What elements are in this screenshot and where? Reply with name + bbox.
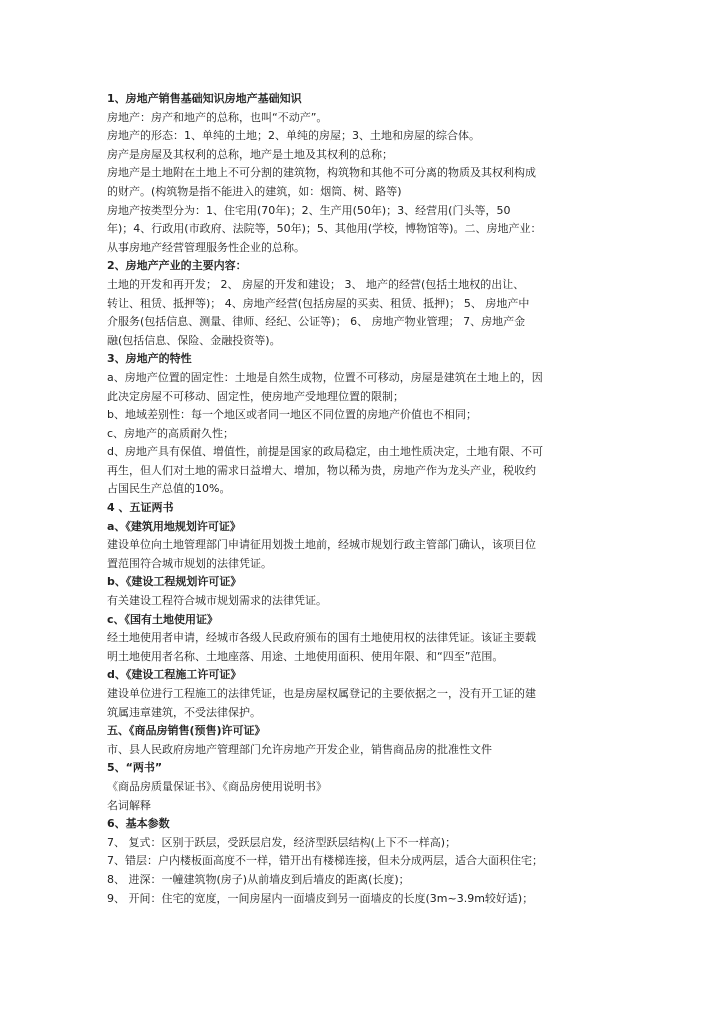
text-line: 再生，但人们对土地的需求日益增大、增加，物以稀为贵，房地产作为龙头产业，税收约 bbox=[107, 463, 536, 477]
text-line: 融(包括信息、保险、金融投资等)。 bbox=[107, 333, 281, 347]
text-line: 7、 复式：区别于跃层，受跃层启发，经济型跃层结构(上下不一样高)； bbox=[107, 835, 457, 849]
text-line: 房地产是土地附在土地上不可分割的建筑物，构筑物和其他不可分离的物质及其权利构成 bbox=[107, 166, 536, 180]
text-line: 的财产。(构筑物是指不能进入的建筑，如：烟筒、树、路等) bbox=[107, 184, 402, 198]
text-line: 从事房地产经营管理服务性企业的总称。 bbox=[107, 240, 305, 254]
section-heading: 2、房地产产业的主要内容： bbox=[107, 259, 247, 273]
text-line: 市、县人民政府房地产管理部门允许房地产开发企业，销售商品房的批准性文件 bbox=[107, 742, 492, 756]
text-line: 8、 进深：一幢建筑物(房子)从前墙皮到后墙皮的距离(长度)； bbox=[107, 872, 410, 886]
section-heading: 6、基本参数 bbox=[107, 817, 170, 831]
text-line: 名词解释 bbox=[107, 798, 151, 812]
section-heading: 3、房地产的特性 bbox=[107, 352, 192, 366]
text-line: 年)；4、行政用(市政府、法院等，50年)；5、其他用(学校，博物馆等)。二、房地产业： bbox=[107, 222, 542, 236]
text-line: 建设单位进行工程施工的法律凭证，也是房屋权属登记的主要依据之一，没有开工证的建 bbox=[107, 687, 536, 700]
text-line: 房地产的形态：1、单纯的土地；2、单纯的房屋；3、土地和房屋的综合体。 bbox=[107, 129, 480, 143]
text-line: 置范围符合城市规划的法律凭证。 bbox=[107, 556, 272, 570]
text-line: 介服务(包括信息、测量、律师、经纪、公证等)； 6、 房地产物业管理； 7、房地产金 bbox=[107, 315, 526, 329]
text-line: 《商品房质量保证书》、《商品房使用说明书》 bbox=[107, 779, 327, 793]
section-heading: b、《建设工程规划许可证》 bbox=[107, 575, 242, 589]
text-line: 占国民生产总值的10%。 bbox=[107, 482, 231, 496]
section-heading: 1、房地产销售基础知识房地产基础知识 bbox=[107, 92, 302, 105]
text-line: 土地的开发和再开发； 2、 房屋的开发和建设； 3、 地产的经营(包括土地权的出让、 bbox=[107, 277, 525, 291]
section-heading: 5、“两书” bbox=[107, 761, 163, 775]
section-heading: a、《建筑用地规划许可证》 bbox=[107, 519, 241, 533]
document-body bbox=[107, 90, 627, 908]
text-line: 明土地使用者名称、土地座落、用途、土地使用面积、使用年限、和“四至”范围。 bbox=[107, 649, 504, 663]
section-heading: 4 、五证两书 bbox=[107, 501, 174, 515]
text-line: 建设单位向土地管理部门申请征用划拨土地前，经城市规划行政主管部门确认，该项目位 bbox=[107, 538, 536, 552]
text-line: 筑属违章建筑，不受法律保护。 bbox=[107, 705, 261, 719]
text-line: c、房地产的高质耐久性； bbox=[107, 426, 235, 440]
text-line: b、地域差别性：每一个地区或者同一地区不同位置的房地产价值也不相同； bbox=[107, 408, 477, 422]
section-heading: 五、《商品房销售(预售)许可证》 bbox=[107, 724, 266, 738]
text-line: a、房地产位置的固定性：土地是自然生成物，位置不可移动，房屋是建筑在土地上的，因 bbox=[107, 370, 543, 384]
text-line: 7、错层：户内楼板面高度不一样，错开出有楼梯连接，但未分成两层，适合大面积住宅； bbox=[107, 854, 543, 868]
text-line: d、房地产具有保值、增值性，前提是国家的政局稳定，由土地性质决定，土地有限、不可 bbox=[107, 445, 543, 459]
text-line: 此决定房屋不可移动、固定性，使房地产受地理位置的限制； bbox=[107, 389, 404, 403]
section-heading: c、《国有土地使用证》 bbox=[107, 612, 219, 626]
text-line: 转让、租赁、抵押等)； 4、房地产经营(包括房屋的买卖、租赁、抵押)； 5、 房地产中 bbox=[107, 296, 530, 310]
text-line: 房地产按类型分为：1、住宅用(70年)；2、生产用(50年)；3、经营用(门头等，50 bbox=[107, 203, 511, 217]
text-line: 房产是房屋及其权利的总称，地产是土地及其权利的总称； bbox=[107, 147, 393, 161]
text-line: 有关建设工程符合城市规划需求的法律凭证。 bbox=[107, 594, 327, 608]
text-line: 9、 开间：住宅的宽度，一间房屋内一面墙皮到另一面墙皮的长度(3m~3.9m较好适)； bbox=[107, 891, 534, 905]
text-line: 经土地使用者申请，经城市各级人民政府颁布的国有土地使用权的法律凭证。该证主要载 bbox=[107, 631, 536, 645]
text-line: 房地产：房产和地产的总称，也叫“不动产”。 bbox=[107, 110, 328, 124]
section-heading: d、《建设工程施工许可证》 bbox=[107, 668, 242, 682]
